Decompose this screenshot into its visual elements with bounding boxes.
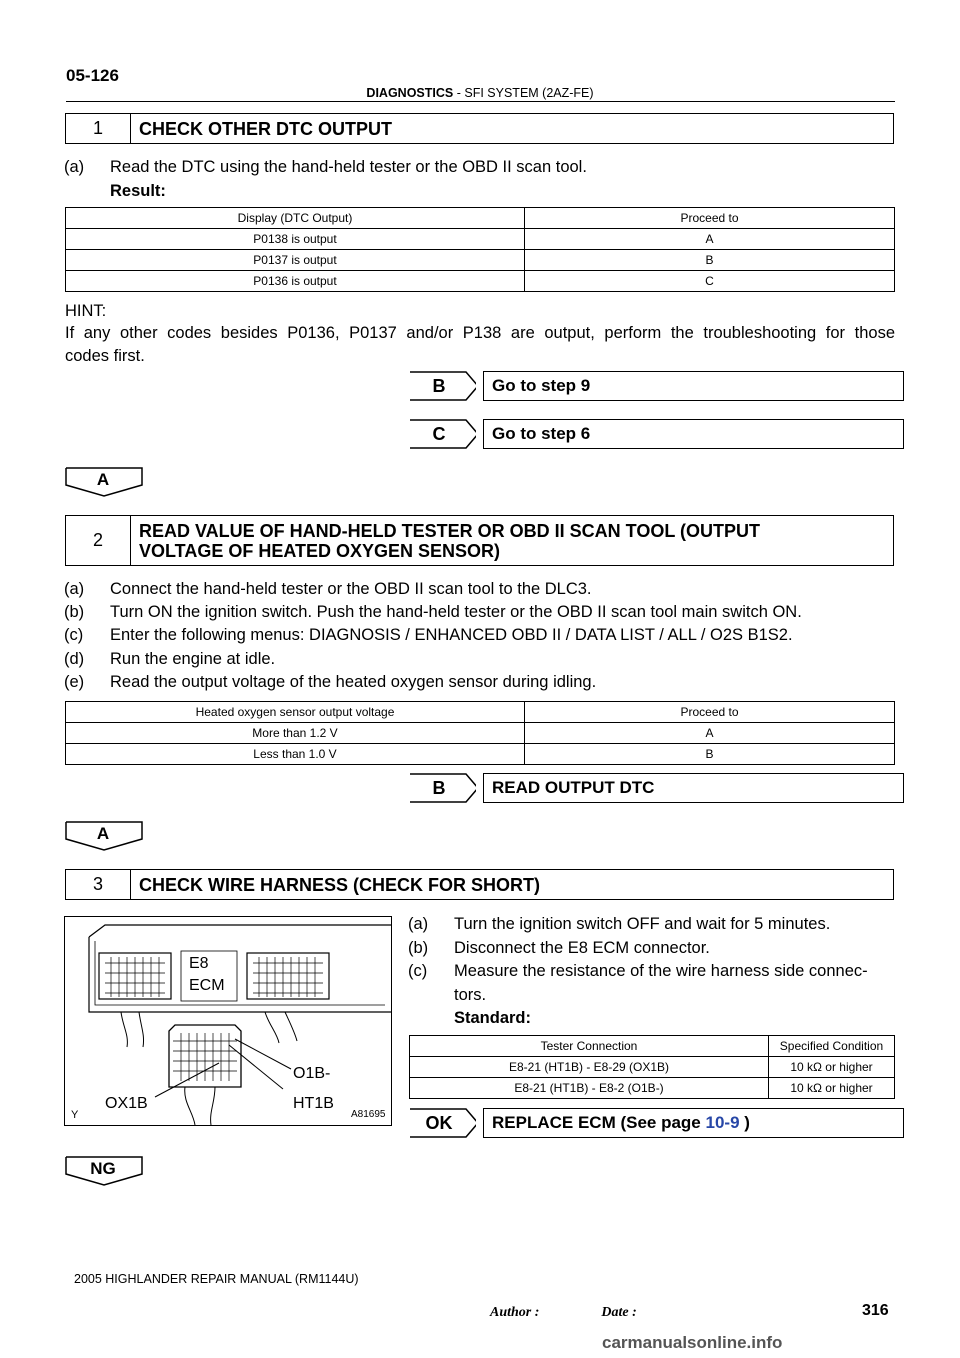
item-label: (d)	[64, 650, 85, 668]
figure-label-ecm: ECM	[189, 977, 225, 994]
decision-letter: B	[432, 778, 446, 798]
voltage-result-table	[65, 701, 895, 765]
footer-date-label: Date :	[601, 1305, 637, 1320]
table-row	[66, 250, 895, 271]
decision-action: Go to step 9	[483, 371, 904, 401]
answer-letter: A	[96, 824, 110, 843]
figure-label-ht1b: HT1B	[293, 1095, 334, 1112]
header-section: DIAGNOSTICS	[366, 86, 454, 100]
decision-action: READ OUTPUT DTC	[483, 773, 904, 803]
table-header-cell: Proceed to	[525, 702, 895, 723]
item-c-continuation: tors.	[454, 986, 487, 1004]
step-1-header	[65, 113, 894, 144]
table-header-row	[66, 208, 895, 229]
item-text: Connect the hand-held tester or the OBD II scan tool to the DLC3.	[110, 580, 592, 598]
figure-id: A81695	[351, 1109, 386, 1120]
decision-action	[483, 1108, 904, 1138]
header-subsection: SFI SYSTEM (2AZ-FE)	[464, 86, 594, 100]
header-rule	[66, 101, 895, 102]
item-text: Disconnect the E8 ECM connector.	[454, 939, 710, 957]
answer-ng-step-3[interactable]	[65, 1156, 143, 1186]
step-number: 2	[66, 516, 131, 565]
hint-text-line-1: If any other codes besides P0136, P0137 and/or P138 are output, perform the troubleshooting for those	[65, 324, 895, 342]
decision-letter: B	[432, 376, 446, 396]
step-number: 1	[66, 114, 131, 143]
step-2-header	[65, 515, 894, 566]
item-label: (a)	[408, 915, 429, 933]
step-3-header	[65, 869, 894, 900]
item-text: Turn the ignition switch OFF and wait for 5 minutes.	[454, 915, 831, 933]
item-text: Enter the following menus: DIAGNOSIS / ENHANCED OBD II / DATA LIST / ALL / O2S B1S2.	[110, 626, 793, 644]
footer-page-number: 316	[862, 1302, 889, 1319]
table-cell: 10 kΩ or higher	[769, 1078, 895, 1099]
table-header-cell: Tester Connection	[410, 1036, 769, 1057]
decision-letter: C	[432, 424, 446, 444]
item-label: (b)	[64, 603, 85, 621]
item-label: (a)	[64, 580, 85, 598]
table-cell: 10 kΩ or higher	[769, 1057, 895, 1078]
decision-b-read-output-dtc[interactable]	[410, 773, 896, 803]
step-title	[131, 516, 893, 565]
header-separator: -	[456, 86, 461, 100]
step-title: CHECK WIRE HARNESS (CHECK FOR SHORT)	[139, 874, 541, 895]
table-row	[66, 271, 895, 292]
item-label: (c)	[408, 962, 428, 980]
step-number: 3	[66, 870, 131, 899]
table-header-cell: Specified Condition	[769, 1036, 895, 1057]
table-row	[66, 723, 895, 744]
hint-label: HINT:	[65, 302, 107, 320]
item-label: (a)	[64, 158, 85, 176]
table-cell: E8-21 (HT1B) - E8-29 (OX1B)	[410, 1057, 769, 1078]
answer-a-step-1[interactable]	[65, 467, 143, 497]
table-cell: P0136 is output	[66, 271, 525, 292]
table-row	[410, 1078, 895, 1099]
step-title: CHECK OTHER DTC OUTPUT	[139, 118, 392, 139]
item-text: Run the engine at idle.	[110, 650, 276, 668]
item-text: Turn ON the ignition switch. Push the hand-held tester or the OBD II scan tool main switch ON.	[110, 603, 802, 621]
page-header	[66, 86, 894, 100]
standard-label: Standard:	[454, 1009, 532, 1027]
hint-text-line-2: codes first.	[65, 347, 145, 365]
footer-author-date	[490, 1305, 637, 1321]
table-row	[66, 744, 895, 765]
item-text: Read the DTC using the hand-held tester or the OBD II scan tool.	[110, 158, 587, 176]
watermark: carmanualsonline.info	[602, 1333, 783, 1352]
table-cell: C	[525, 271, 895, 292]
table-row	[410, 1057, 895, 1078]
answer-letter: A	[96, 470, 110, 489]
ecm-connector-figure	[64, 916, 392, 1126]
table-cell: B	[525, 744, 895, 765]
table-row	[66, 229, 895, 250]
table-cell: P0137 is output	[66, 250, 525, 271]
table-cell: A	[525, 229, 895, 250]
table-cell: A	[525, 723, 895, 744]
table-header-row	[410, 1036, 895, 1057]
decision-action: Go to step 6	[483, 419, 904, 449]
resistance-standard-table	[409, 1035, 895, 1099]
table-cell: B	[525, 250, 895, 271]
page-number: 05-126	[66, 66, 119, 85]
footer-manual-title: 2005 HIGHLANDER REPAIR MANUAL (RM1144U)	[74, 1272, 359, 1286]
decision-ok-replace-ecm[interactable]	[410, 1108, 896, 1138]
table-cell: E8-21 (HT1B) - E8-2 (O1B-)	[410, 1078, 769, 1099]
item-text: Read the output voltage of the heated oxygen sensor during idling.	[110, 673, 597, 691]
figure-label-e8: E8	[189, 955, 209, 972]
step-title-line-1: READ VALUE OF HAND-HELD TESTER OR OBD II SCAN TOOL (OUTPUT	[139, 520, 761, 541]
decision-text-end: )	[739, 1113, 750, 1132]
item-label: (b)	[408, 939, 429, 957]
table-header-cell: Heated oxygen sensor output voltage	[66, 702, 525, 723]
table-header-cell: Display (DTC Output)	[66, 208, 525, 229]
page-reference-link[interactable]: 10-9	[705, 1113, 740, 1132]
figure-label-o1b: O1B-	[293, 1065, 331, 1082]
answer-a-step-2[interactable]	[65, 821, 143, 851]
dtc-result-table	[65, 207, 895, 292]
table-cell: P0138 is output	[66, 229, 525, 250]
decision-c-go-to-step-6[interactable]	[410, 419, 896, 449]
table-cell: Less than 1.0 V	[66, 744, 525, 765]
result-label: Result:	[110, 182, 166, 200]
figure-label-y: Y	[71, 1109, 79, 1121]
table-cell: More than 1.2 V	[66, 723, 525, 744]
decision-b-go-to-step-9[interactable]	[410, 371, 896, 401]
answer-letter: NG	[90, 1159, 116, 1178]
decision-text: REPLACE ECM (See page	[492, 1113, 706, 1132]
item-text: Measure the resistance of the wire harness side connec-	[454, 962, 868, 980]
decision-letter: OK	[425, 1113, 453, 1133]
item-label: (e)	[64, 673, 85, 691]
table-header-cell: Proceed to	[525, 208, 895, 229]
step-title-line-2: VOLTAGE OF HEATED OXYGEN SENSOR)	[139, 540, 501, 561]
footer-author-label: Author :	[490, 1305, 540, 1320]
figure-label-ox1b: OX1B	[105, 1095, 148, 1112]
item-label: (c)	[64, 626, 84, 644]
table-header-row	[66, 702, 895, 723]
ecm-connector-drawing	[65, 917, 391, 1125]
